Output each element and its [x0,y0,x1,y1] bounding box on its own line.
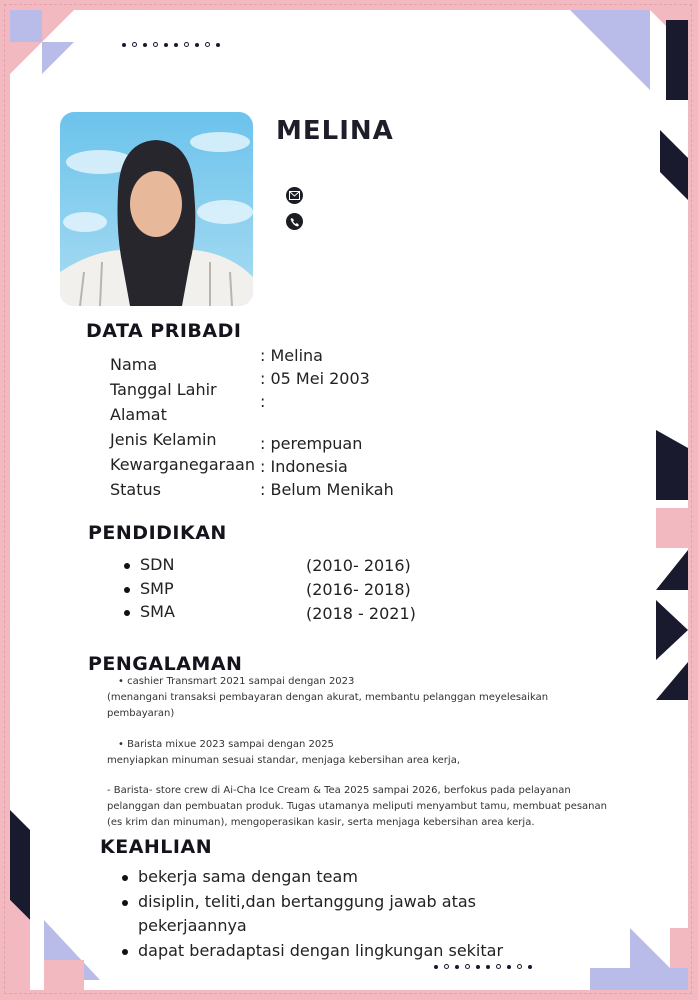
skill-text: dapat beradaptasi dengan lingkungan sekitar [138,941,504,960]
label-tanggal-lahir: Tanggal Lahir [110,380,217,399]
value-jenis-kelamin: : perempuan [260,434,363,453]
education-title: PENDIDIKAN [88,522,227,544]
education-item [124,555,174,574]
experience-line: menyiapkan minuman sesuai standar, menjaga kebersihan area kerja, [107,755,461,766]
skills-title: KEAHLIAN [100,836,213,858]
experience-line: • Barista mixue 2023 sampai dengan 2025 [118,739,334,750]
label-alamat: Alamat [110,405,167,424]
top-right-decoration [570,10,688,100]
value-kewarganegaraan: : Indonesia [260,457,348,476]
experience-line: • cashier Transmart 2021 sampai dengan 2023 [118,676,355,687]
bullet [124,587,130,593]
right-side-decoration-mid [656,430,688,700]
education-years: (2018 - 2021) [306,604,416,623]
bottom-right-decoration [590,928,688,990]
bottom-dots [434,964,532,969]
skill-item-continued [138,914,247,938]
label-kewarganegaraan: Kewarganegaraan [110,455,255,474]
value-nama: : Melina [260,346,323,365]
education-school: SMA [140,602,175,621]
top-dots [122,42,220,47]
candidate-name: MELINA [276,116,394,146]
bullet [122,900,128,906]
skill-item [122,890,476,914]
experience-line: pelanggan dan pembuatan produk. Tugas utamanya meliputi menyambut tamu, membuat pesanan [107,801,607,812]
cv-page [10,10,688,990]
education-years: (2010- 2016) [306,556,411,575]
education-item [124,579,174,598]
label-nama: Nama [110,355,158,374]
bullet [124,610,130,616]
personal-data-title: DATA PRIBADI [86,320,242,342]
phone-icon [286,213,303,230]
education-school: SDN [140,555,175,574]
experience-line: (menangani transaksi pembayaran dengan akurat, membantu pelanggan meyelesaikan [107,692,549,703]
envelope-icon [286,187,303,204]
value-tanggal-lahir: : 05 Mei 2003 [260,369,370,388]
value-alamat: : [260,392,266,411]
right-side-decoration-top [660,130,688,200]
top-left-decoration [10,10,100,80]
experience-line: (es krim dan minuman), mengoperasikan kasir, serta menjaga kebersihan area kerja. [107,817,535,828]
skill-text: pekerjaannya [138,916,247,935]
experience-line: pembayaran) [107,708,175,719]
education-item [124,602,175,621]
bottom-left-decoration [10,810,100,990]
profile-photo [60,112,253,306]
education-years: (2016- 2018) [306,580,411,599]
experience-title: PENGALAMAN [88,653,243,675]
bullet [124,563,130,569]
skill-item [122,865,358,889]
bullet [122,949,128,955]
label-status: Status [110,480,161,499]
bullet [122,875,128,881]
value-status: : Belum Menikah [260,480,394,499]
skill-text: disiplin, teliti,dan bertanggung jawab atas [138,892,476,911]
skill-text: bekerja sama dengan team [138,867,358,886]
skill-item [122,939,503,963]
label-jenis-kelamin: Jenis Kelamin [110,430,217,449]
experience-line: - Barista- store crew di Ai-Cha Ice Cream & Tea 2025 sampai 2026, berfokus pada pelayanan [107,785,571,796]
education-school: SMP [140,579,174,598]
